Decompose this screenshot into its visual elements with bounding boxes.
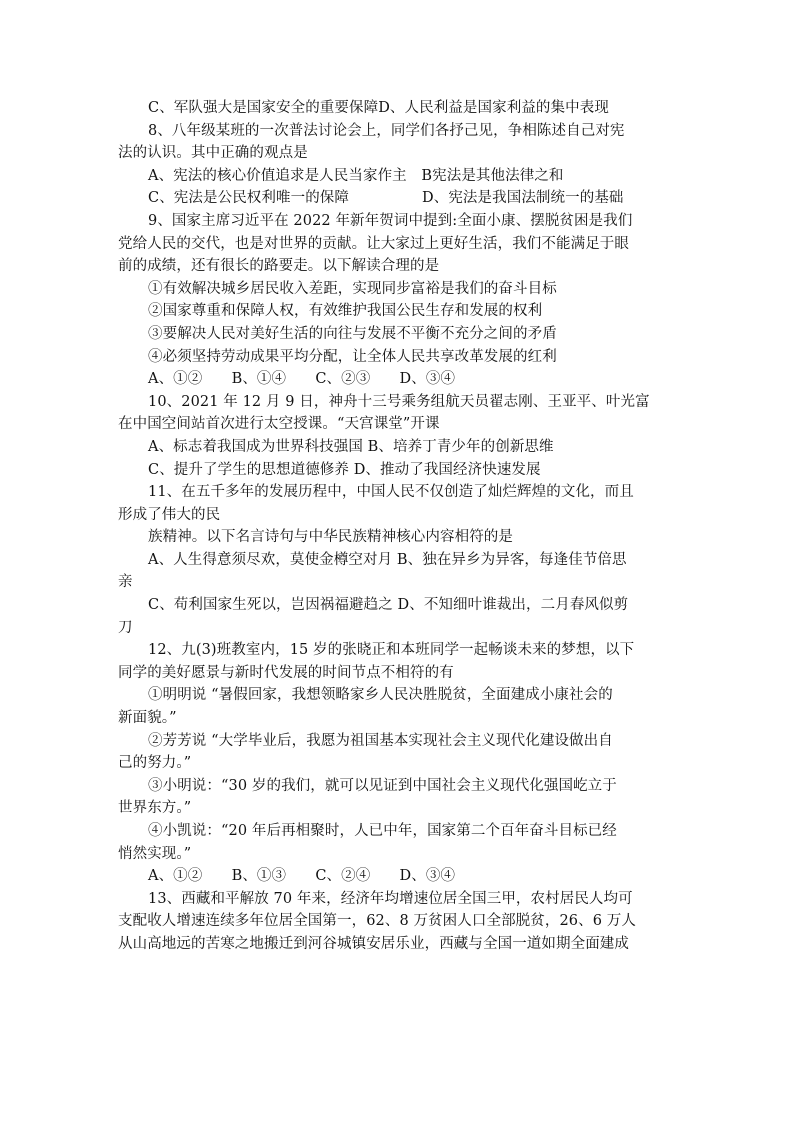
text-line: 13、西藏和平解放 70 年来，经济年均增速位居全国三甲，农村居民人均可 [148,890,633,907]
text-line: 12、九(3)班教室内，15 岁的张晓正和本班同学一起畅谈未来的梦想，以下 [148,642,635,659]
document-body [118,97,678,956]
text-line: ②国家尊重和保障人权，有效维护我国公民生存和发展的权利 [148,303,543,320]
text-line: ③要解决人民对美好生活的向往与发展不平衡不充分之间的矛盾 [148,325,557,342]
text-line: 形成了伟大的民 [118,506,221,523]
text-line: 党给人民的交代，也是对世界的贡献。让大家过上更好生活，我们不能满足于眼 [118,235,629,252]
text-line: 己的努力。” [118,755,192,772]
text-line: A、①② B、①③ C、②④ D、③④ [148,868,456,885]
text-line: 在中国空间站首次进行太空授课。“天宫课堂”开课 [118,416,440,433]
text-line: 法的认识。其中正确的观点是 [118,145,308,162]
text-line: 族精神。以下名言诗句与中华民族精神核心内容相符的是 [148,529,513,546]
text-line: ①有效解决城乡居民收入差距，实现同步富裕是我们的奋斗目标 [148,280,557,297]
text-line: ①明明说 “暑假回家，我想领略家乡人民决胜脱贫，全面建成小康社会的 [148,687,613,704]
text-line: 支配收人增速连续多年位居全国第一，62、8 万贫困人口全部脱贫，26、6 万人 [118,913,636,930]
text-line: 10、2021 年 12 月 9 日，神舟十三号乘务组航天员翟志刚、王亚平、叶光富 [148,393,650,410]
text-line: 从山高地远的苦寒之地搬迁到河谷城镇安居乐业，西藏与全国一道如期全面建成 [118,935,629,952]
text-line: ③小明说：“30 岁的我们，就可以见证到中国社会主义现代化强国屹立于 [148,777,617,794]
text-line: A、宪法的核心价值追求是人民当家作主 B宪法是其他法律之和 [148,167,564,184]
text-line: ④小凯说：“20 年后再相聚时，人已中年，国家第二个百年奋斗目标已经 [148,823,617,839]
text-line: A、①② B、①④ C、②③ D、③④ [148,371,456,388]
text-line: C、苟利国家生死以，岂因祸福避趋之 D、不知细叶谁裁出，二月春风似剪 [148,597,629,614]
text-line: 8、八年级某班的一次普法讨论会上，同学们各抒己见，争相陈述自己对宪 [148,122,625,139]
text-line: C、军队强大是国家安全的重要保障D、人民利益是国家利益的集中表现 [148,100,609,116]
text-line: C、宪法是公民权利唯一的保障 D、宪法是我国法制统一的基础 [148,190,624,207]
text-line: ④必须坚持劳动成果平均分配，让全体人民共享改革发展的红利 [148,348,557,365]
text-line: 亲 [118,574,133,591]
text-line: A、标志着我国成为世界科技强国 B、培养丁青少年的创新思维 [148,438,554,455]
text-line: 悄然实现。” [118,845,192,862]
text-line: 新面貌。” [118,710,177,727]
text-line: 11、在五千多年的发展历程中，中国人民不仅创造了灿烂辉煌的文化，而且 [148,484,634,501]
text-line: 9、国家主席习近平在 2022 年新年贺词中提到:全面小康、摆脱贫困是我们 [148,212,633,229]
text-line: 世界东方。” [118,800,192,817]
text-line: 前的成绩，还有很长的路要走。以下解读合理的是 [118,258,440,275]
text-line: A、人生得意须尽欢，莫使金樽空对月 B、独在异乡为异客，每逢佳节倍思 [148,551,627,568]
text-line: 同学的美好愿景与新时代发展的时间节点不相符的有 [118,664,454,681]
text-line: C、提升了学生的思想道德修养 D、推动了我国经济快速发展 [148,461,541,478]
text-line: 刀 [118,619,133,636]
text-line: ②芳芳说 “大学毕业后，我愿为祖国基本实现社会主义现代化建设做出自 [148,732,613,749]
